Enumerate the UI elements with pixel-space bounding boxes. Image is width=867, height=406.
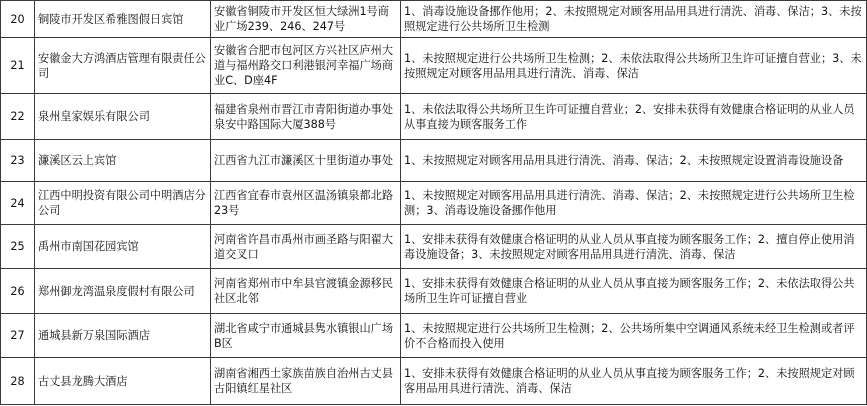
- establishment-address: 湖南省湘西土家族苗族自治州古丈县古阳镇红星社区: [211, 358, 401, 405]
- establishment-name: 铜陵市开发区希雅图假日宾馆: [35, 1, 211, 38]
- establishment-address: 福建省泉州市晋江市青阳街道办事处泉安中路国际大厦388号: [211, 94, 401, 140]
- row-number: 28: [1, 358, 35, 405]
- establishment-address: 江西省九江市濂溪区十里街道办事处: [211, 140, 401, 182]
- establishment-name: 禹州市南国花园宾馆: [35, 225, 211, 269]
- row-number: 27: [1, 314, 35, 358]
- row-number: 23: [1, 140, 35, 182]
- establishment-name: 郑州御龙湾温泉度假村有限公司: [35, 269, 211, 314]
- violation-details: 1、未按照规定进行公共场所卫生检测；2、未依法取得公共场所卫生许可证擅自营业；3、未按照规定对顾客用品用具进行清洗、消毒、保洁: [401, 38, 867, 94]
- establishment-name: 濂溪区云上宾馆: [35, 140, 211, 182]
- establishment-address: 江西省宜春市袁州区温汤镇泉都北路23号: [211, 182, 401, 225]
- establishment-address: 河南省许昌市禹州市画圣路与阳翟大道交叉口: [211, 225, 401, 269]
- violation-details: 1、安排未获得有效健康合格证明的从业人员从事直接为顾客服务工作；2、未依法取得公共场所卫生许可证擅自营业: [401, 269, 867, 314]
- establishment-address: 安徽省合肥市包河区方兴社区庐州大道与福州路交口利港银河幸福广场商业C、D座4F: [211, 38, 401, 94]
- row-number: 22: [1, 94, 35, 140]
- table-row: [1, 94, 867, 140]
- table-row: [1, 358, 867, 405]
- table-row: [1, 314, 867, 358]
- violation-details: 1、消毒设施设备挪作他用；2、未按照规定对顾客用品用具进行清洗、消毒、保洁；3、未按照规定进行公共场所卫生检测: [401, 1, 867, 38]
- violation-details: 1、未按照规定对顾客用品用具进行清洗、消毒、保洁；2、未按照规定进行公共场所卫生检测；3、消毒设施设备挪作他用: [401, 182, 867, 225]
- row-number: 24: [1, 182, 35, 225]
- violation-details: 1、未依法取得公共场所卫生许可证擅自营业；2、安排未获得有效健康合格证明的从业人员从事直接为顾客服务工作: [401, 94, 867, 140]
- row-number: 21: [1, 38, 35, 94]
- violation-details: 1、未按照规定进行公共场所卫生检测；2、公共场所集中空调通风系统未经卫生检测或者评价不合格而投入使用: [401, 314, 867, 358]
- establishment-name: 通城县新万泉国际酒店: [35, 314, 211, 358]
- violation-details: 1、安排未获得有效健康合格证明的从业人员从事直接为顾客服务工作；2、擅自停止使用消毒设施设备；3、未按照规定对顾客用品用具进行清洗、消毒、保洁: [401, 225, 867, 269]
- row-number: 26: [1, 269, 35, 314]
- table-row: [1, 1, 867, 38]
- row-number: 20: [1, 1, 35, 38]
- establishment-name: 泉州皇家娱乐有限公司: [35, 94, 211, 140]
- table-row: [1, 38, 867, 94]
- table-row: [1, 140, 867, 182]
- table-row: [1, 269, 867, 314]
- establishment-name: 安徽金大方鸿酒店管理有限责任公司: [35, 38, 211, 94]
- table-row: [1, 182, 867, 225]
- establishment-name: 古丈县龙腾大酒店: [35, 358, 211, 405]
- violation-details: 1、未按照规定对顾客用品用具进行清洗、消毒、保洁；2、未按照规定设置消毒设施设备: [401, 140, 867, 182]
- establishment-address: 湖北省咸宁市通城县隽水镇银山广场B区: [211, 314, 401, 358]
- violation-details: 1、安排未获得有效健康合格证明的从业人员从事直接为顾客服务工作；2、未按照规定对顾客用品用具进行清洗、消毒、保洁: [401, 358, 867, 405]
- row-number: 25: [1, 225, 35, 269]
- table-row: [1, 225, 867, 269]
- establishment-address: 河南省郑州市中牟县官渡镇金源移民社区北邻: [211, 269, 401, 314]
- establishment-address: 安徽省铜陵市开发区恒大绿洲1号商业广场239、246、247号: [211, 1, 401, 38]
- establishment-name: 江西中明投资有限公司中明酒店分公司: [35, 182, 211, 225]
